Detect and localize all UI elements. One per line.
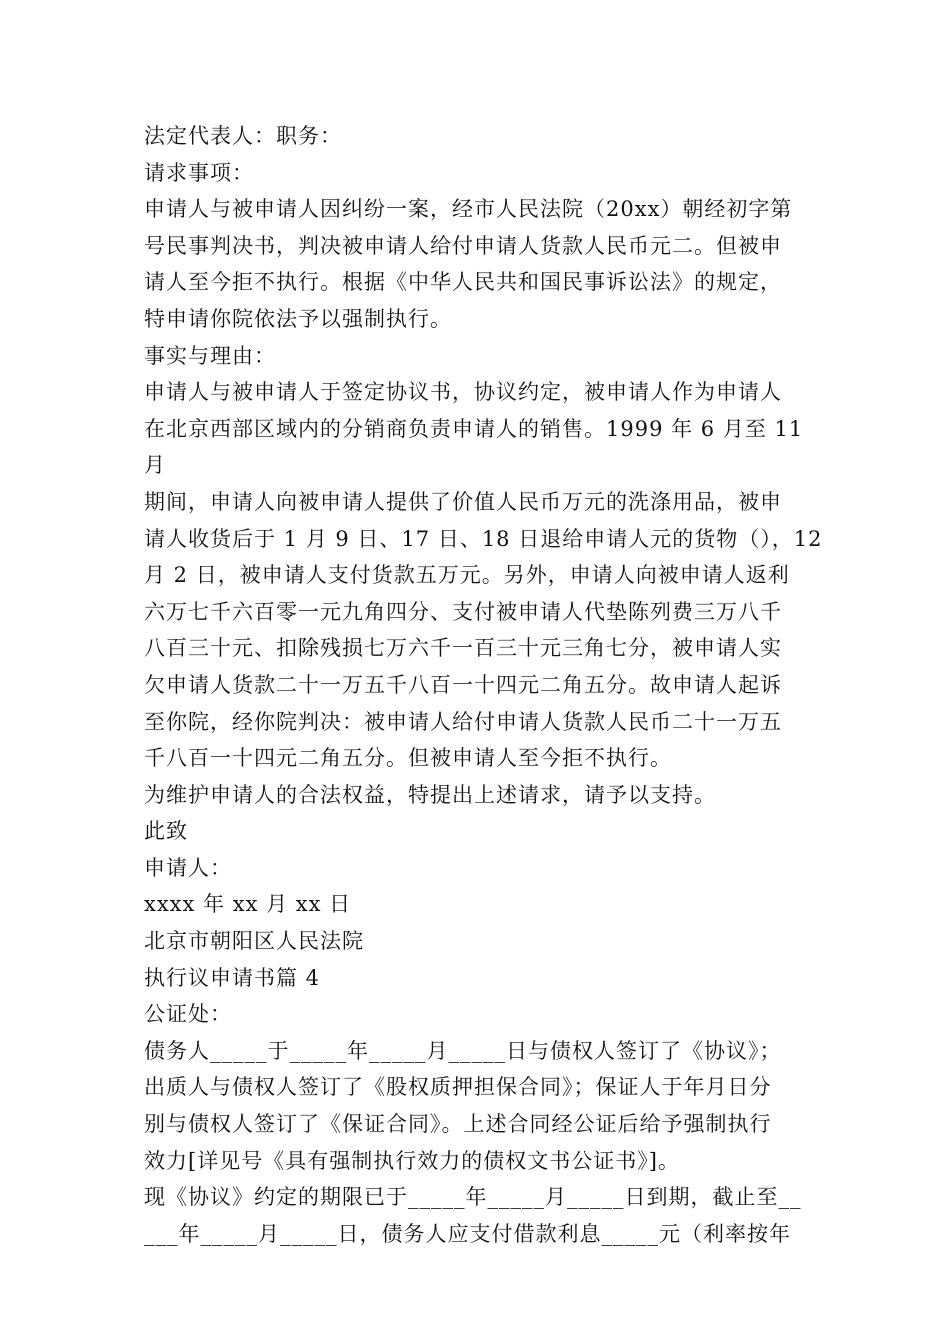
text-line: 别与债权人签订了《保证合同》。上述合同经公证后给予强制执行 <box>144 1112 772 1137</box>
text-line: 六万七千六百零一元九角四分、支付被申请人代垫陈列费三万八千 <box>144 599 782 624</box>
text-line: 期间，申请人向被申请人提供了价值人民币万元的洗涤用品，被申 <box>144 489 782 514</box>
text-line: 现《协议》约定的期限已于_____年_____月_____日到期，截止至__ <box>144 1185 802 1210</box>
text-line: 北京市朝阳区人民法院 <box>144 929 364 954</box>
text-line: 为维护申请人的合法权益，特提出上述请求，请予以支持。 <box>144 782 716 807</box>
text-line: 请求事项： <box>144 160 254 185</box>
text-line: 八百三十元、扣除残损七万六千一百三十元三角七分，被申请人实 <box>144 636 782 661</box>
text-line: 出质人与债权人签订了《股权质押担保合同》；保证人于年月日分 <box>144 1075 772 1100</box>
text-line: 欠申请人货款二十一万五千八百一十四元二角五分。故申请人起诉 <box>144 672 782 697</box>
text-line: 特申请你院依法予以强制执行。 <box>144 306 452 331</box>
text-line: 月 2 日，被申请人支付货款五万元。另外，申请人向被申请人返利 <box>144 563 790 588</box>
text-line: 申请人： <box>144 855 232 880</box>
text-line: 千八百一十四元二角五分。但被申请人至今拒不执行。 <box>144 746 672 771</box>
text-line: xxxx 年 xx 月 xx 日 <box>144 892 352 917</box>
text-line: 申请人与被申请人因纠纷一案，经市人民法院（20xx）朝经初字第 <box>144 197 793 222</box>
text-line: 申请人与被申请人于签定协议书，协议约定，被申请人作为申请人 <box>144 380 782 405</box>
text-line: 债务人_____于_____年_____月_____日与债权人签订了《协议》； <box>144 1038 782 1063</box>
text-line: 号民事判决书，判决被申请人给付申请人货款人民币元二。但被申 <box>144 233 782 258</box>
text-line: 执行议申请书篇 4 <box>144 965 321 990</box>
text-line: 至你院，经你院判决：被申请人给付申请人货款人民币二十一万五 <box>144 709 782 734</box>
text-line: 效力[详见号《具有强制执行效力的债权文书公证书》]。 <box>144 1148 680 1173</box>
text-line: 在北京西部区域内的分销商负责申请人的销售。1999 年 6 月至 11 月 <box>144 416 811 478</box>
text-line: ___年_____月_____日，债务人应支付借款利息_____元（利率按年 <box>144 1221 791 1246</box>
text-line: 公证处： <box>144 1002 232 1027</box>
text-line: 法定代表人：职务： <box>144 124 342 148</box>
text-line: 请人至今拒不执行。根据《中华人民共和国民事诉讼法》的规定， <box>144 270 782 295</box>
document-body <box>144 118 824 1252</box>
text-line: 此致 <box>144 819 188 844</box>
text-line: 请人收货后于 1 月 9 日、17 日、18 日退给申请人元的货物（），12 <box>144 526 823 551</box>
text-line: 事实与理由： <box>144 343 276 368</box>
